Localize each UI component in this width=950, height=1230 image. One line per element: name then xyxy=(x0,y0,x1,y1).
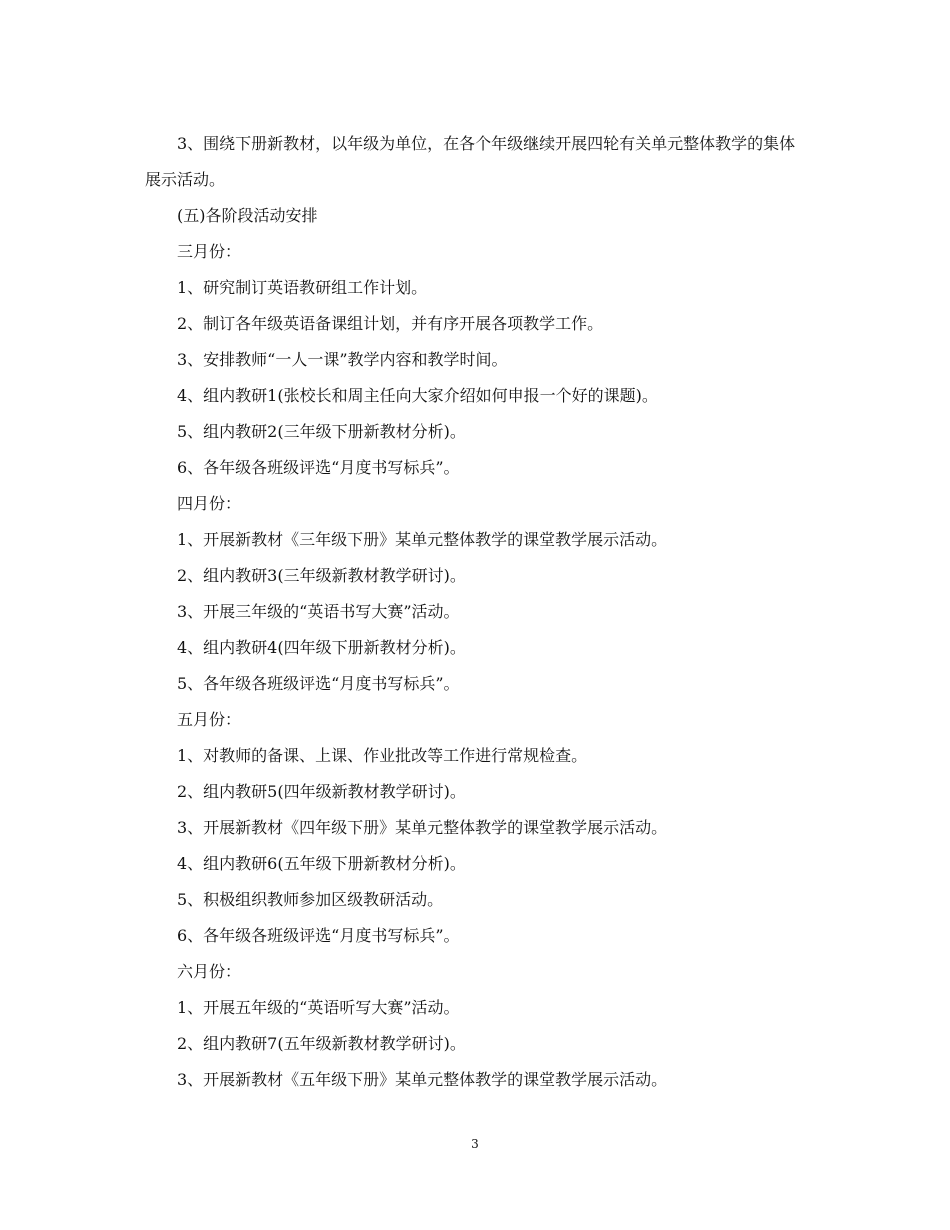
list-item: 4、组内教研4(四年级下册新教材分析)。 xyxy=(177,638,466,657)
list-item: 2、组内教研5(四年级新教材教学研讨)。 xyxy=(177,782,466,801)
list-item: 1、研究制订英语教研组工作计划。 xyxy=(177,278,428,297)
month-heading-june: 六月份： xyxy=(177,962,242,981)
list-item: 3、开展三年级的“英语书写大赛”活动。 xyxy=(177,602,460,621)
month-heading-may: 五月份： xyxy=(177,710,242,729)
list-item: 5、组内教研2(三年级下册新教材分析)。 xyxy=(177,422,466,441)
list-item: 2、组内教研7(五年级新教材教学研讨)。 xyxy=(177,1034,466,1053)
list-item: 1、开展五年级的“英语听写大赛”活动。 xyxy=(177,998,460,1017)
section-heading: (五)各阶段活动安排 xyxy=(177,206,318,225)
month-heading-march: 三月份： xyxy=(177,242,242,261)
list-item: 3、开展新教材《五年级下册》某单元整体教学的课堂教学展示活动。 xyxy=(177,1070,668,1089)
list-item: 4、组内教研6(五年级下册新教材分析)。 xyxy=(177,854,466,873)
list-item: 2、制订各年级英语备课组计划，并有序开展各项教学工作。 xyxy=(177,314,604,333)
list-item: 6、各年级各班级评选“月度书写标兵”。 xyxy=(177,458,460,477)
list-item: 1、对教师的备课、上课、作业批改等工作进行常规检查。 xyxy=(177,746,588,765)
list-item: 3、安排教师“一人一课”教学内容和教学时间。 xyxy=(177,350,508,369)
month-heading-april: 四月份： xyxy=(177,494,242,513)
list-item: 5、各年级各班级评选“月度书写标兵”。 xyxy=(177,674,460,693)
paragraph: 3、围绕下册新教材，以年级为单位，在各个年级继续开展四轮有关单元整体教学的集体展示活动。 xyxy=(145,134,796,189)
document-body xyxy=(145,126,810,1098)
list-item: 3、开展新教材《四年级下册》某单元整体教学的课堂教学展示活动。 xyxy=(177,818,668,837)
list-item: 4、组内教研1(张校长和周主任向大家介绍如何申报一个好的课题)。 xyxy=(177,386,658,405)
list-item: 1、开展新教材《三年级下册》某单元整体教学的课堂教学展示活动。 xyxy=(177,530,668,549)
list-item: 2、组内教研3(三年级新教材教学研讨)。 xyxy=(177,566,466,585)
page-number: 3 xyxy=(471,1137,479,1151)
list-item: 5、积极组织教师参加区级教研活动。 xyxy=(177,890,444,909)
list-item: 6、各年级各班级评选“月度书写标兵”。 xyxy=(177,926,460,945)
